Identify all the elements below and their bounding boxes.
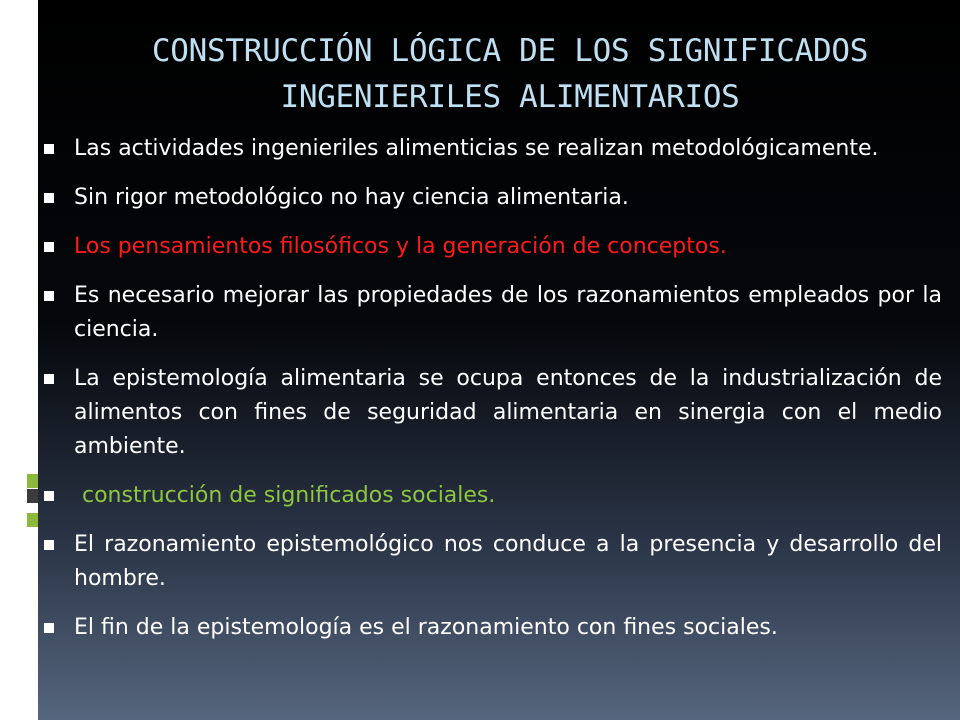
bullet-text: Es necesario mejorar las propiedades de los razonamientos empleados por la ciencia. (74, 283, 942, 342)
square-bullet-icon (44, 374, 54, 384)
square-bullet-icon (44, 193, 54, 203)
bullet-item (38, 362, 942, 464)
square-bullet-icon (44, 540, 54, 550)
slide-title (60, 28, 960, 120)
bullet-item (38, 132, 942, 166)
square-bullet-icon (44, 242, 54, 252)
square-bullet-icon (44, 144, 54, 154)
bullet-item (38, 181, 942, 215)
bullet-text: Sin rigor metodológico no hay ciencia alimentaria. (74, 185, 629, 210)
bullet-item (38, 611, 942, 645)
decorative-block (27, 474, 38, 488)
decorative-block (27, 489, 38, 503)
square-bullet-icon (44, 623, 54, 633)
slide-title-line: CONSTRUCCIÓN LÓGICA DE LOS SIGNIFICADOS (151, 33, 869, 69)
bullet-item (38, 528, 942, 596)
bullet-item (38, 230, 942, 264)
bullet-text: Los pensamientos filosóficos y la generación de conceptos. (74, 234, 727, 259)
square-bullet-icon (44, 491, 54, 501)
bullet-text: El fin de la epistemología es el razonamiento con fines sociales. (74, 615, 778, 640)
square-bullet-icon (44, 291, 54, 301)
bullet-text: El razonamiento epistemológico nos conduce a la presencia y desarrollo del hombre. (74, 532, 942, 591)
bullet-item (38, 279, 942, 347)
left-decorative-strip (0, 0, 38, 720)
bullet-item (38, 479, 942, 513)
bullet-text: Las actividades ingenieriles alimenticias se realizan metodológicamente. (74, 136, 879, 161)
slide-title-line: INGENIERILES ALIMENTARIOS (280, 79, 740, 115)
decorative-block (27, 513, 38, 527)
bullet-text: construcción de significados sociales. (82, 483, 496, 508)
bullet-text: La epistemología alimentaria se ocupa entonces de la industrialización de alimentos con fines de seguridad alimentaria en sinergia con el medio ambiente. (74, 366, 942, 459)
bullet-list (38, 132, 942, 660)
